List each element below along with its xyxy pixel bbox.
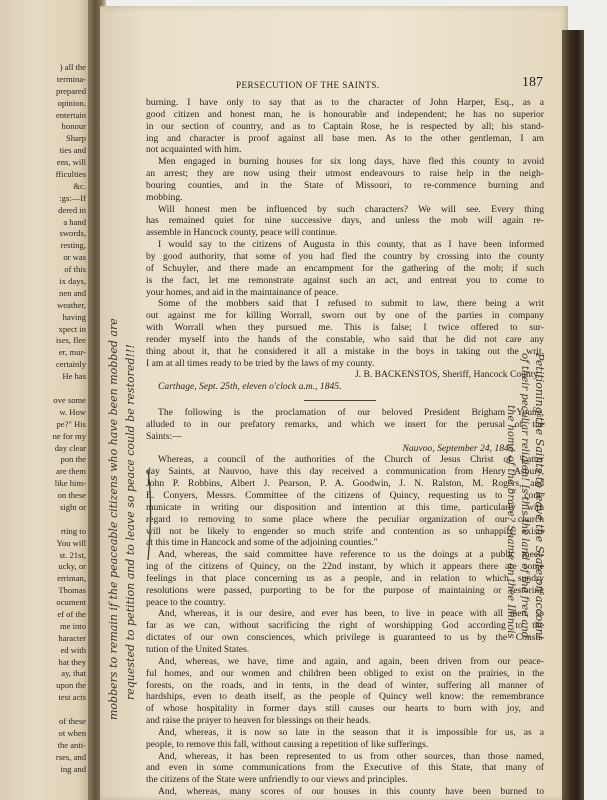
left-page-line: honour (61, 121, 86, 132)
left-page-line: rting to (60, 525, 86, 536)
left-page-line: day clear (54, 442, 86, 453)
text-line: resolutions were passed, purporting to be for the purpose of maintaining or restoring (146, 584, 544, 596)
text-line: Carthage, Sept. 25th, eleven o'clock a.m., 1845. (158, 381, 342, 393)
right-margin-handwriting (505, 345, 588, 775)
text-line: ing of the citizens of Quincy, on the 22nd instant, by which it appears there are some (146, 561, 544, 573)
text-line: And, whereas, we have, time and again, and again, been driven from our peace- (158, 655, 544, 667)
text-line: I would say to the citizens of Augusta in this county, that as I have been informed (158, 239, 544, 251)
text-line: peace to the country. (146, 596, 226, 608)
left-page-line: ne for my (52, 430, 86, 441)
text-line: forests, on the roads, and in tents, in the dead of winter, suffering all manner of (146, 679, 544, 691)
left-page-line: er, mur- (58, 347, 86, 358)
left-page-line: :gs:—If (59, 192, 86, 203)
text-line: assemble in Hancock county, peace will continue. (146, 227, 338, 239)
running-head-title: PERSECUTION OF THE SAINTS. (236, 80, 380, 90)
left-page-line: ises, flee (55, 335, 86, 346)
left-page-line: ove some (53, 394, 86, 405)
left-page-line: having (62, 311, 86, 322)
text-line: And, whereas, the said committee have reference to us the doings at a public meet- (158, 549, 544, 561)
text-line: not acquainted with him. (146, 144, 242, 156)
left-page-line: &c. (73, 180, 86, 191)
text-line: The following is the proclamation of our beloved President Brigham Young, (158, 407, 544, 419)
left-page-line: w. How (59, 406, 86, 417)
left-page-line: on these (57, 490, 86, 501)
left-page-line: certainly (55, 359, 86, 370)
text-line: of whose hospitality in former days still causes our hearts to burn with joy, and (146, 703, 544, 715)
text-line: dictates of our own consciences, which privilege is guaranteed to us by the Consti- (146, 632, 544, 644)
left-page-line: ocument (56, 597, 86, 608)
text-line: burning. I have only to say that as to the character of John Harper, Esq., as a (146, 97, 544, 108)
left-page-line: dered in (58, 204, 86, 215)
text-line: And, whereas, it is our desire, and ever has been, to live in peace with all men, so (158, 608, 544, 620)
text-line: is the fact, let me remonstrate against such an act, and entreat you to come to (146, 274, 544, 286)
left-page-line: ef of the (57, 608, 86, 619)
text-line: feelings in that place concerning us as a people, and in relation to which sundry (146, 572, 544, 584)
left-page-line: ) all the (59, 62, 86, 72)
text-line: And, whereas, many scores of our houses in this county have been burned to (158, 786, 544, 798)
text-line: And, whereas, it has been represented to us from other sources, than those named, (158, 750, 544, 762)
text-line: thing about it, that he considered it all a mistake in the boys in taking out the writ. (146, 345, 544, 357)
text-line: tution of the United States. (146, 643, 250, 655)
text-line: will not be likely to engender so much strife and contention as so unhappily exists (146, 525, 544, 537)
left-page-line: resting, (60, 240, 86, 251)
left-page-line: Sharp (65, 133, 86, 144)
left-page-line: entertain (55, 109, 86, 120)
text-line: Men engaged in burning houses for six long days, have fled this county to avoid (158, 156, 544, 168)
handwritten-note-left-line1: mobbers to remain if the peaceable citizens who have been mobbed are (107, 318, 120, 720)
left-page-line: ay, that (61, 668, 86, 679)
left-page-line: fficulties (55, 169, 86, 180)
text-line: bouring counties, and in the State of Missouri, to re-commence burning and (146, 179, 544, 191)
left-page-line: nen and (59, 287, 86, 298)
left-page-line: st. 21st, (59, 549, 86, 560)
text-line: Some of the mobbers said that I refused to submit to law, there being a writ (158, 298, 544, 310)
left-page-line: xpect in (58, 323, 86, 334)
text-line: at this time in Hancock and some of the adjoining counties." (146, 537, 378, 549)
left-page-line: are them (56, 466, 86, 477)
left-page-line (2, 704, 86, 716)
text-line: render myself into the hands of the constable, who said that he did not care any (146, 333, 544, 345)
left-page-line: hat they (58, 656, 86, 667)
handwritten-note-right-line2: of their peculiar religion! Is this the land of the free and (519, 353, 530, 639)
left-page-line: pon the (60, 454, 86, 465)
text-line: good citizen and honest man, he is honourable and independent; he has no superior (146, 108, 544, 120)
text-line: E. Conyers, Messrs. Committee of the citizens of Quincy, requesting us to " com- (146, 490, 544, 501)
text-line: regard to removing to some place where the peculiar organization of our church (146, 513, 544, 525)
left-page-line: prepared (55, 85, 86, 96)
handwritten-note-right-line3: the home of the brave? Shame on thee Illinois (505, 405, 516, 639)
left-page-line: You will (56, 537, 86, 548)
text-line: an arrest; they are now using their utmost endeavours to raise help in the neigh- (146, 168, 544, 180)
left-page-line: of this (64, 264, 86, 275)
text-line: has remained quiet for nine successive days, and unless the mob will again re- (146, 215, 544, 227)
left-margin-handwriting (104, 60, 164, 750)
left-page-line: ens, will (56, 157, 86, 168)
text-line: of Schuyler, and there made an encampment for the gathering of the mob; if such (146, 262, 544, 274)
text-line: John P. Robbins, Albert J. Pearson, P. A. Goodwin, J. N. Ralston, M. Rogers, and (146, 478, 544, 490)
left-page-line: a hand (63, 216, 86, 227)
text-line: with Worrall when they pursued me. This is false; I twice offered to sur- (146, 322, 544, 334)
left-page-line: swords, (59, 228, 86, 239)
left-page-line: test acts (58, 692, 86, 703)
text-line: Whereas, a council of the authorities of the Church of Jesus Christ of Latter (158, 454, 544, 466)
page-number: 187 (522, 75, 543, 90)
text-line: and even in some communications from the Executive of this State, that many of (146, 762, 544, 774)
text-line: people, to remove this fall, without causing a repetition of like sufferings. (146, 738, 429, 750)
left-page-line: sight or (59, 501, 86, 512)
text-line: municate in writing our disposition and intention at this time, particularly with (146, 501, 544, 513)
text-line: alluded to in our prefatory remarks, and which we insert for the perusal of the (146, 418, 544, 430)
left-page-line: pe?" His (56, 418, 86, 429)
left-page-line: termina- (56, 73, 86, 84)
dateline: Nauvoo, September 24, 1845. (402, 442, 516, 454)
left-page-line (2, 514, 86, 526)
text-line: and raise the prayer to heaven for blessings on their heads. (146, 715, 371, 727)
left-page-line: ucky, or (58, 561, 86, 572)
left-page-line: ed with (60, 644, 86, 655)
left-page-line: opinion. (57, 97, 86, 108)
left-page-line: upon the (56, 680, 86, 691)
left-page-line: rses, and (55, 751, 86, 762)
left-page-line: weather, (57, 299, 86, 310)
left-page-line: the anti- (57, 739, 86, 750)
left-page-line (2, 383, 86, 395)
page-body-text (146, 97, 544, 798)
text-line: hardships, even to death itself, as the people of Quincy well know: the remembrance (146, 691, 544, 703)
left-page-line: ties and (59, 145, 86, 156)
text-line: out against me for killing Worrall, sworn out by one of the parties in company (146, 310, 544, 322)
left-page-line: erriman, (57, 573, 86, 584)
text-line: far as we can, without sacrificing the right of worshipping God according to the (146, 620, 544, 632)
signature-line: J. B. BACKENSTOS, Sheriff, Hancock County. (354, 369, 540, 381)
text-line: in our section of country, and as to Captain Rose, he is respected by all; his stand- (146, 120, 544, 132)
running-head (148, 75, 543, 93)
text-line: Will honest men be influenced by such characters? We will see. Every thing (158, 203, 544, 215)
handwritten-note-left-line2: requested to petition and to leave so peace could be restored!!! (124, 344, 137, 700)
text-line: And, whereas, it is now so late in the season that it is impossible for us, as a (158, 726, 544, 738)
left-page-line: like him- (54, 478, 86, 489)
left-page-text-fragments (2, 62, 86, 775)
text-line: by good authority, that some of you had fled the country by crossing into the county (146, 250, 544, 262)
left-page-line: me into (59, 620, 86, 631)
text-line: ful homes, and our women and children been obliged to exist on the prairies, in the (146, 667, 544, 679)
left-page-line: ing and (60, 763, 86, 774)
text-line: the citizens of the State were unfriendly to our views and principles. (146, 774, 408, 786)
text-line: day Saints, at Nauvoo, have this day received a communication from Henry Asbury, (146, 466, 544, 478)
left-page-line: He has (62, 371, 86, 382)
text-line: ing and character is proof against all base men. As to the other gentleman, I am (146, 132, 544, 144)
text-line: Saints:— (146, 430, 182, 442)
left-page-line: Thomas (58, 585, 86, 596)
handwritten-note-right-line1: Petitioning the Saints to leave the State on account (533, 353, 546, 641)
left-page-line: or was (63, 252, 86, 263)
text-line: mobbing. (146, 191, 183, 203)
section-divider (146, 393, 544, 407)
left-page-line: ix days, (59, 276, 86, 287)
left-page-line: of these (59, 715, 86, 726)
left-page (0, 0, 92, 800)
left-page-line: ot when (58, 727, 86, 738)
left-page-line: haracter (58, 632, 86, 643)
text-line: I am at all times ready to be tried by the laws of my county. (146, 357, 375, 369)
text-line: your homes, and aid in the maintainance of peace. (146, 286, 339, 298)
